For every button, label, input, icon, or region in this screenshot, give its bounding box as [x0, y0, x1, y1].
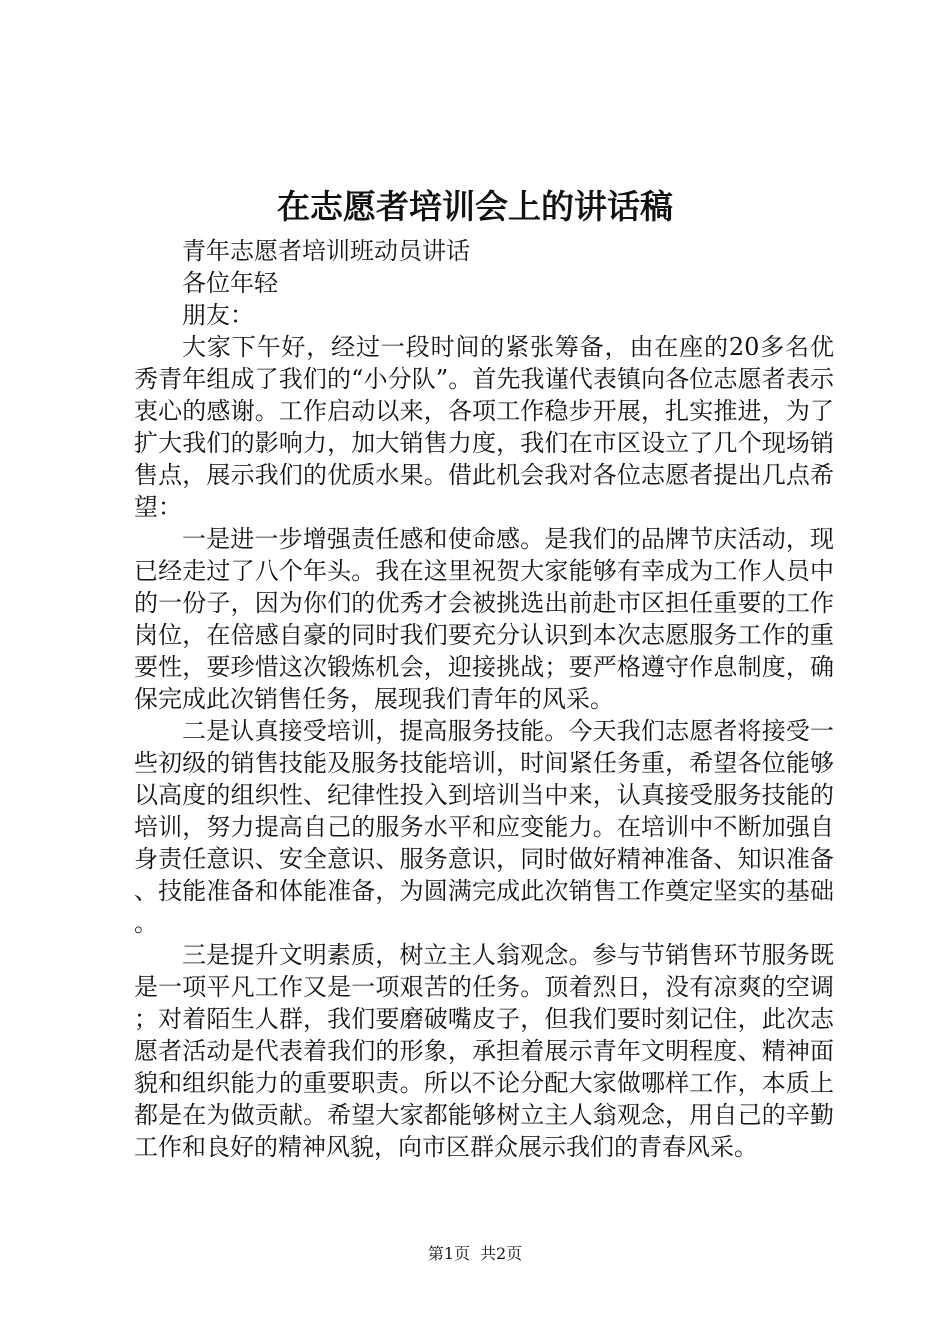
page-footer — [0, 1244, 950, 1264]
document-title: 在志愿者培训会上的讲话稿 — [277, 187, 673, 226]
document-body — [134, 235, 834, 1163]
paragraph-point-3: 三是提升文明素质，树立主人翁观念。参与节销售环节服务既是一项平凡工作又是一项艰苦的任务。顶着烈日，没有凉爽的空调；对着陌生人群，我们要磨破嘴皮子，但我们要时刻记住，此次志愿者活动是代表着我们的形象，承担着展示青年文明程度、精神面貌和组织能力的重要职责。所以不论分配大家做哪样工作，本质上都是在为做贡献。希望大家都能够树立主人翁观念，用自己的辛勤工作和良好的精神风貌，向市区群众展示我们的青春风采。 — [134, 941, 834, 1161]
paragraph-salutation-1: 各位年轻 — [182, 269, 278, 297]
paragraph-salutation-2: 朋友： — [182, 301, 254, 329]
paragraph-point-2: 二是认真接受培训，提高服务技能。今天我们志愿者将接受一些初级的销售技能及服务技能培训，时间紧任务重，希望各位能够以高度的组织性、纪律性投入到培训当中来，认真接受服务技能的培训，努力提高自己的服务水平和应变能力。在培训中不断加强自身责任意识、安全意识、服务意识，同时做好精神准备、知识准备、技能准备和体能准备，为圆满完成此次销售工作奠定坚实的基础。 — [134, 717, 834, 937]
paragraph-subtitle: 青年志愿者培训班动员讲话 — [182, 237, 470, 265]
paragraph-intro: 大家下午好，经过一段时间的紧张筹备，由在座的20多名优秀青年组成了我们的“小分队”。首先我谨代表镇向各位志愿者表示衷心的感谢。工作启动以来，各项工作稳步开展，扎实推进，为了扩大我们的影响力，加大销售力度，我们在市区设立了几个现场销售点，展示我们的优质水果。借此机会我对各位志愿者提出几点希望： — [134, 333, 834, 521]
page-total: 共2页 — [480, 1244, 523, 1263]
paragraph-point-1: 一是进一步增强责任感和使命感。是我们的品牌节庆活动，现已经走过了八个年头。我在这里祝贺大家能够有幸成为工作人员中的一份子，因为你们的优秀才会被挑选出前赴市区担任重要的工作岗位，在倍感自豪的同时我们要充分认识到本次志愿服务工作的重要性，要珍惜这次锻炼机会，迎接挑战；要严格遵守作息制度，确保完成此次销售任务，展现我们青年的风采。 — [134, 525, 834, 713]
page-number: 第1页 — [427, 1244, 470, 1263]
